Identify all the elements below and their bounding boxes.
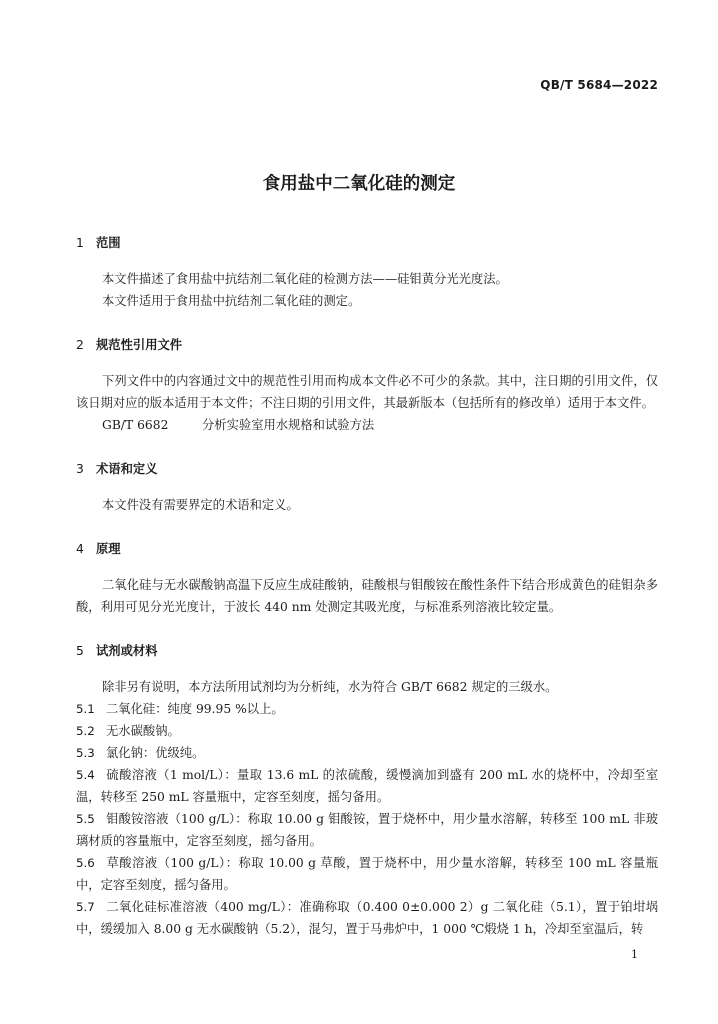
principle-paragraph: 二氧化硅与无水碳酸钠高温下反应生成硅酸钠，硅酸根与钼酸铵在酸性条件下结合形成黄色的硅钼杂多酸，利用可见分光光度计，于波长 440 nm 处测定其吸光度，与标准系列溶液比较定量。 — [76, 578, 658, 614]
section-number: 4 — [76, 542, 84, 556]
reference-title: 分析实验室用水规格和试验方法 — [202, 418, 375, 432]
clause-number: 5.1 — [76, 702, 95, 716]
clause-5-7 — [76, 896, 658, 940]
clause-5-4 — [76, 764, 658, 808]
clause-number: 5.6 — [76, 856, 95, 870]
terms-paragraph: 本文件没有需要界定的术语和定义。 — [102, 498, 299, 512]
section-number: 5 — [76, 644, 84, 658]
reference-entry — [76, 414, 658, 436]
section-heading-principle — [76, 540, 658, 558]
clause-5-6 — [76, 852, 658, 896]
scope-paragraph-1: 本文件描述了食用盐中抗结剂二氧化硅的检测方法——硅钼黄分光光度法。 — [102, 272, 508, 286]
clause-number: 5.3 — [76, 746, 95, 760]
section-title: 规范性引用文件 — [96, 338, 183, 352]
section-heading-reagents — [76, 642, 658, 660]
references-paragraph: 下列文件中的内容通过文中的规范性引用而构成本文件必不可少的条款。其中，注日期的引用文件，仅该日期对应的版本适用于本文件；不注日期的引用文件，其最新版本（包括所有的修改单）适用于本文件。 — [76, 374, 658, 410]
clause-text: 氯化钠：优级纯。 — [106, 746, 205, 760]
reagents-intro: 除非另有说明，本方法所用试剂均为分析纯，水为符合 GB/T 6682 规定的三级水。 — [102, 680, 558, 694]
document-title: 食用盐中二氧化硅的测定 — [262, 174, 456, 194]
clause-number: 5.4 — [76, 768, 95, 782]
clause-text: 二氧化硅：纯度 99.95 %以上。 — [106, 702, 284, 716]
clause-text: 无水碳酸钠。 — [106, 724, 180, 738]
clause-5-5 — [76, 808, 658, 852]
clause-number: 5.2 — [76, 724, 95, 738]
section-heading-scope — [76, 234, 658, 252]
section-title: 原理 — [96, 542, 121, 556]
document-body — [76, 234, 658, 940]
clause-5-2 — [76, 720, 658, 742]
standard-code: QB/T 5684—2022 — [540, 78, 658, 92]
clause-5-3 — [76, 742, 658, 764]
clause-text: 钼酸铵溶液（100 g/L）：称取 10.00 g 钼酸铵，置于烧杯中，用少量水溶解，转移至 100 mL 非玻璃材质的容量瓶中，定容至刻度，摇匀备用。 — [76, 812, 658, 848]
section-heading-terms — [76, 460, 658, 478]
clause-text: 二氧化硅标准溶液（400 mg/L）：准确称取（0.400 0±0.000 2）g 二氧化硅（5.1），置于铂坩埚中，缓缓加入 8.00 g 无水碳酸钠（5.2），混匀，置于马弗炉中，1 000 ℃煅烧 1 h，冷却至室温后，转 — [76, 900, 658, 936]
section-title: 术语和定义 — [96, 462, 158, 476]
section-number: 1 — [76, 236, 84, 250]
clause-text: 硫酸溶液（1 mol/L）：量取 13.6 mL 的浓硫酸，缓慢滴加到盛有 200 mL 水的烧杯中，冷却至室温，转移至 250 mL 容量瓶中，定容至刻度，摇匀备用。 — [76, 768, 658, 804]
section-number: 2 — [76, 338, 84, 352]
section-title: 范围 — [96, 236, 121, 250]
reference-code: GB/T 6682 — [102, 418, 169, 432]
clause-5-1 — [76, 698, 658, 720]
scope-paragraph-2: 本文件适用于食用盐中抗结剂二氧化硅的测定。 — [102, 294, 361, 308]
clause-number: 5.7 — [76, 900, 95, 914]
clause-number: 5.5 — [76, 812, 95, 826]
section-number: 3 — [76, 462, 84, 476]
clause-text: 草酸溶液（100 g/L）：称取 10.00 g 草酸，置于烧杯中，用少量水溶解，转移至 100 mL 容量瓶中，定容至刻度，摇匀备用。 — [76, 856, 658, 892]
section-title: 试剂或材料 — [96, 644, 158, 658]
page-number: 1 — [631, 948, 638, 961]
section-heading-normative-references — [76, 336, 658, 354]
